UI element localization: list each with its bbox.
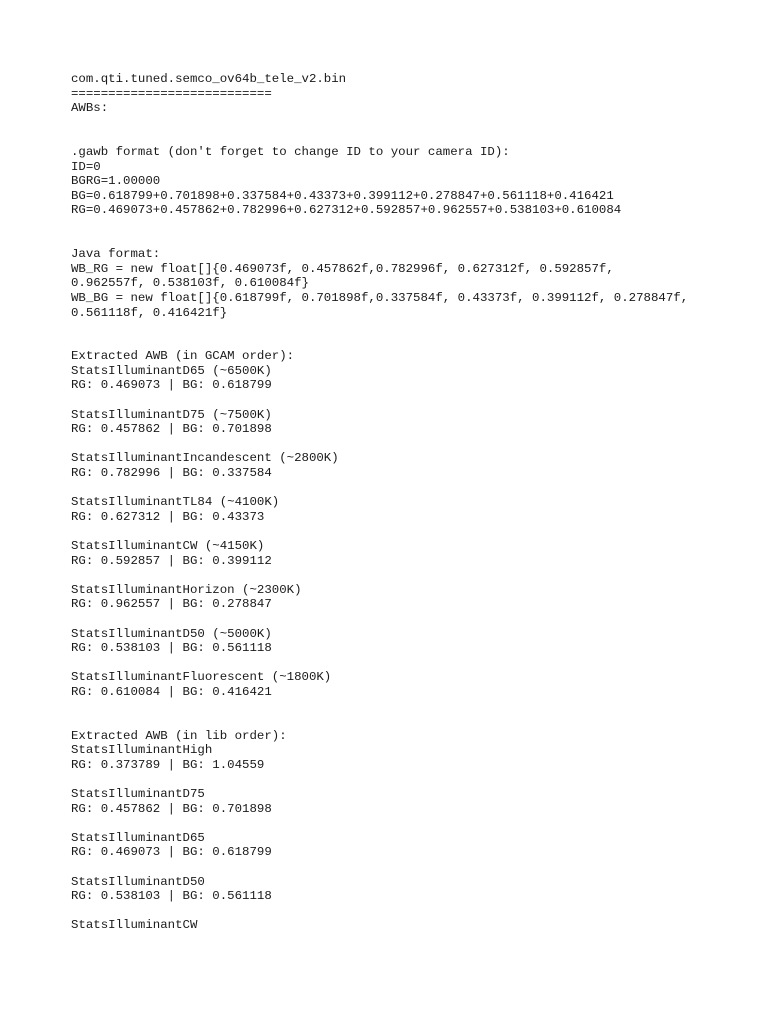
text-line <box>71 714 751 729</box>
text-line: StatsIlluminantD50 <box>71 874 205 889</box>
text-line: RG: 0.962557 | BG: 0.278847 <box>71 597 272 612</box>
text-line: StatsIlluminantCW (~4150K) <box>71 539 265 553</box>
text-line: RG: 0.782996 | BG: 0.337584 <box>71 466 272 481</box>
text-line: RG: 0.538103 | BG: 0.561118 <box>71 889 272 904</box>
text-line <box>71 481 751 496</box>
text-line: StatsIlluminantCW <box>71 918 198 933</box>
text-line: StatsIlluminantHigh <box>71 743 213 758</box>
text-line: WB_RG = new float[]{0.469073f, 0.457862f,0.782996f, 0.627312f, 0.592857f, <box>71 261 614 276</box>
text-line: RG=0.469073+0.457862+0.782996+0.627312+0.592857+0.962557+0.538103+0.610084 <box>71 203 622 218</box>
text-line <box>71 335 751 350</box>
text-line <box>71 116 751 131</box>
text-line: RG: 0.627312 | BG: 0.43373 <box>71 509 265 524</box>
text-line: RG: 0.538103 | BG: 0.561118 <box>71 641 272 656</box>
text-line <box>71 218 751 233</box>
text-line: StatsIlluminantD50 (~5000K) <box>71 626 272 641</box>
text-line: StatsIlluminantTL84 (~4100K) <box>71 495 280 510</box>
text-line: AWBs: <box>71 101 109 116</box>
text-line: RG: 0.469073 | BG: 0.618799 <box>71 845 272 860</box>
text-line: BGRG=1.00000 <box>71 174 161 189</box>
text-line <box>71 612 751 627</box>
text-line: RG: 0.373789 | BG: 1.04559 <box>71 757 265 772</box>
text-line <box>71 904 751 919</box>
text-line: WB_BG = new float[]{0.618799f, 0.701898f,0.337584f, 0.43373f, 0.399112f, 0.278847f, <box>71 290 689 305</box>
text-line <box>71 393 751 408</box>
text-line <box>71 524 751 539</box>
text-line <box>71 320 751 335</box>
text-line <box>71 816 751 831</box>
text-line: ID=0 <box>71 159 101 174</box>
text-line: BG=0.618799+0.701898+0.337584+0.43373+0.399112+0.278847+0.561118+0.416421 <box>71 188 614 203</box>
text-line <box>71 700 751 715</box>
text-line: StatsIlluminantD65 (~6500K) <box>71 363 272 378</box>
text-line: StatsIlluminantD75 <box>71 787 205 802</box>
text-line: =========================== <box>71 86 272 101</box>
text-line: RG: 0.469073 | BG: 0.618799 <box>71 378 272 393</box>
text-line: .gawb format (don't forget to change ID to your camera ID): <box>71 144 510 159</box>
text-line: Java format: <box>71 247 161 262</box>
text-line <box>71 773 751 788</box>
text-line: StatsIlluminantD65 <box>71 830 205 845</box>
text-line: Extracted AWB (in GCAM order): <box>71 349 295 364</box>
text-line <box>71 437 751 452</box>
text-line <box>71 860 751 875</box>
text-line: StatsIlluminantIncandescent (~2800K) <box>71 451 339 466</box>
text-line: StatsIlluminantHorizon (~2300K) <box>71 582 302 597</box>
text-line: Extracted AWB (in lib order): <box>71 728 287 743</box>
text-line <box>71 130 751 145</box>
text-line: com.qti.tuned.semco_ov64b_tele_v2.bin <box>71 72 347 86</box>
text-line: StatsIlluminantD75 (~7500K) <box>71 407 272 422</box>
text-line: RG: 0.457862 | BG: 0.701898 <box>71 801 272 816</box>
text-line: 0.962557f, 0.538103f, 0.610084f} <box>71 276 309 291</box>
text-line: StatsIlluminantFluorescent (~1800K) <box>71 670 332 685</box>
text-line: RG: 0.592857 | BG: 0.399112 <box>71 553 272 568</box>
text-line <box>71 656 751 671</box>
text-line: RG: 0.457862 | BG: 0.701898 <box>71 422 272 437</box>
text-line: 0.561118f, 0.416421f} <box>71 305 228 320</box>
text-line <box>71 568 751 583</box>
text-line: RG: 0.610084 | BG: 0.416421 <box>71 684 272 699</box>
text-line <box>71 233 751 248</box>
document-body <box>71 72 751 933</box>
